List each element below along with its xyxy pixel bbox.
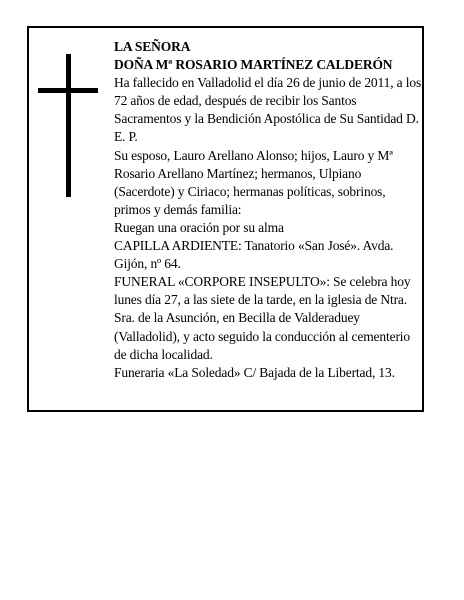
prayer-request: Ruegan una oración por su alma [114,219,284,235]
obituary-text [114,38,424,382]
cross-vertical-bar [66,54,71,197]
funeral-info: FUNERAL «CORPORE INSEPULTO»: Se celebra hoy lunes día 27, a las siete de la tarde, en la iglesia de Ntra. Sra. de la Asunción, en Becilla de Valderaduey (Valladolid), y acto seguido la conducción al cementerio de dicha localidad. [114,274,411,362]
deceased-name: DOÑA Mª ROSARIO MARTÍNEZ CALDERÓN [114,57,393,73]
funeral-home-info: Funeraria «La Soledad» C/ Bajada de la Libertad, 13. [114,364,395,380]
chapel-info: CAPILLA ARDIENTE: Tanatorio «San José». Avda. Gijón, nº 64. [114,238,394,272]
death-announcement: Ha fallecido en Valladolid el día 26 de junio de 2011, a los 72 años de edad, después de recibir los Santos Sacramentos y la Bendición Apostólica de Su Santidad D. E. P. [114,75,422,145]
family-list: Su esposo, Lauro Arellano Alonso; hijos, Lauro y Mª Rosario Arellano Martínez; hermanos, Ulpiano (Sacerdote) y Ciriaco; hermanas políticas, sobrinos, primos y demás familia: [114,147,393,217]
cross-horizontal-bar [38,88,98,93]
obituary-title: LA SEÑORA [114,39,191,54]
latin-cross-icon [38,54,98,197]
